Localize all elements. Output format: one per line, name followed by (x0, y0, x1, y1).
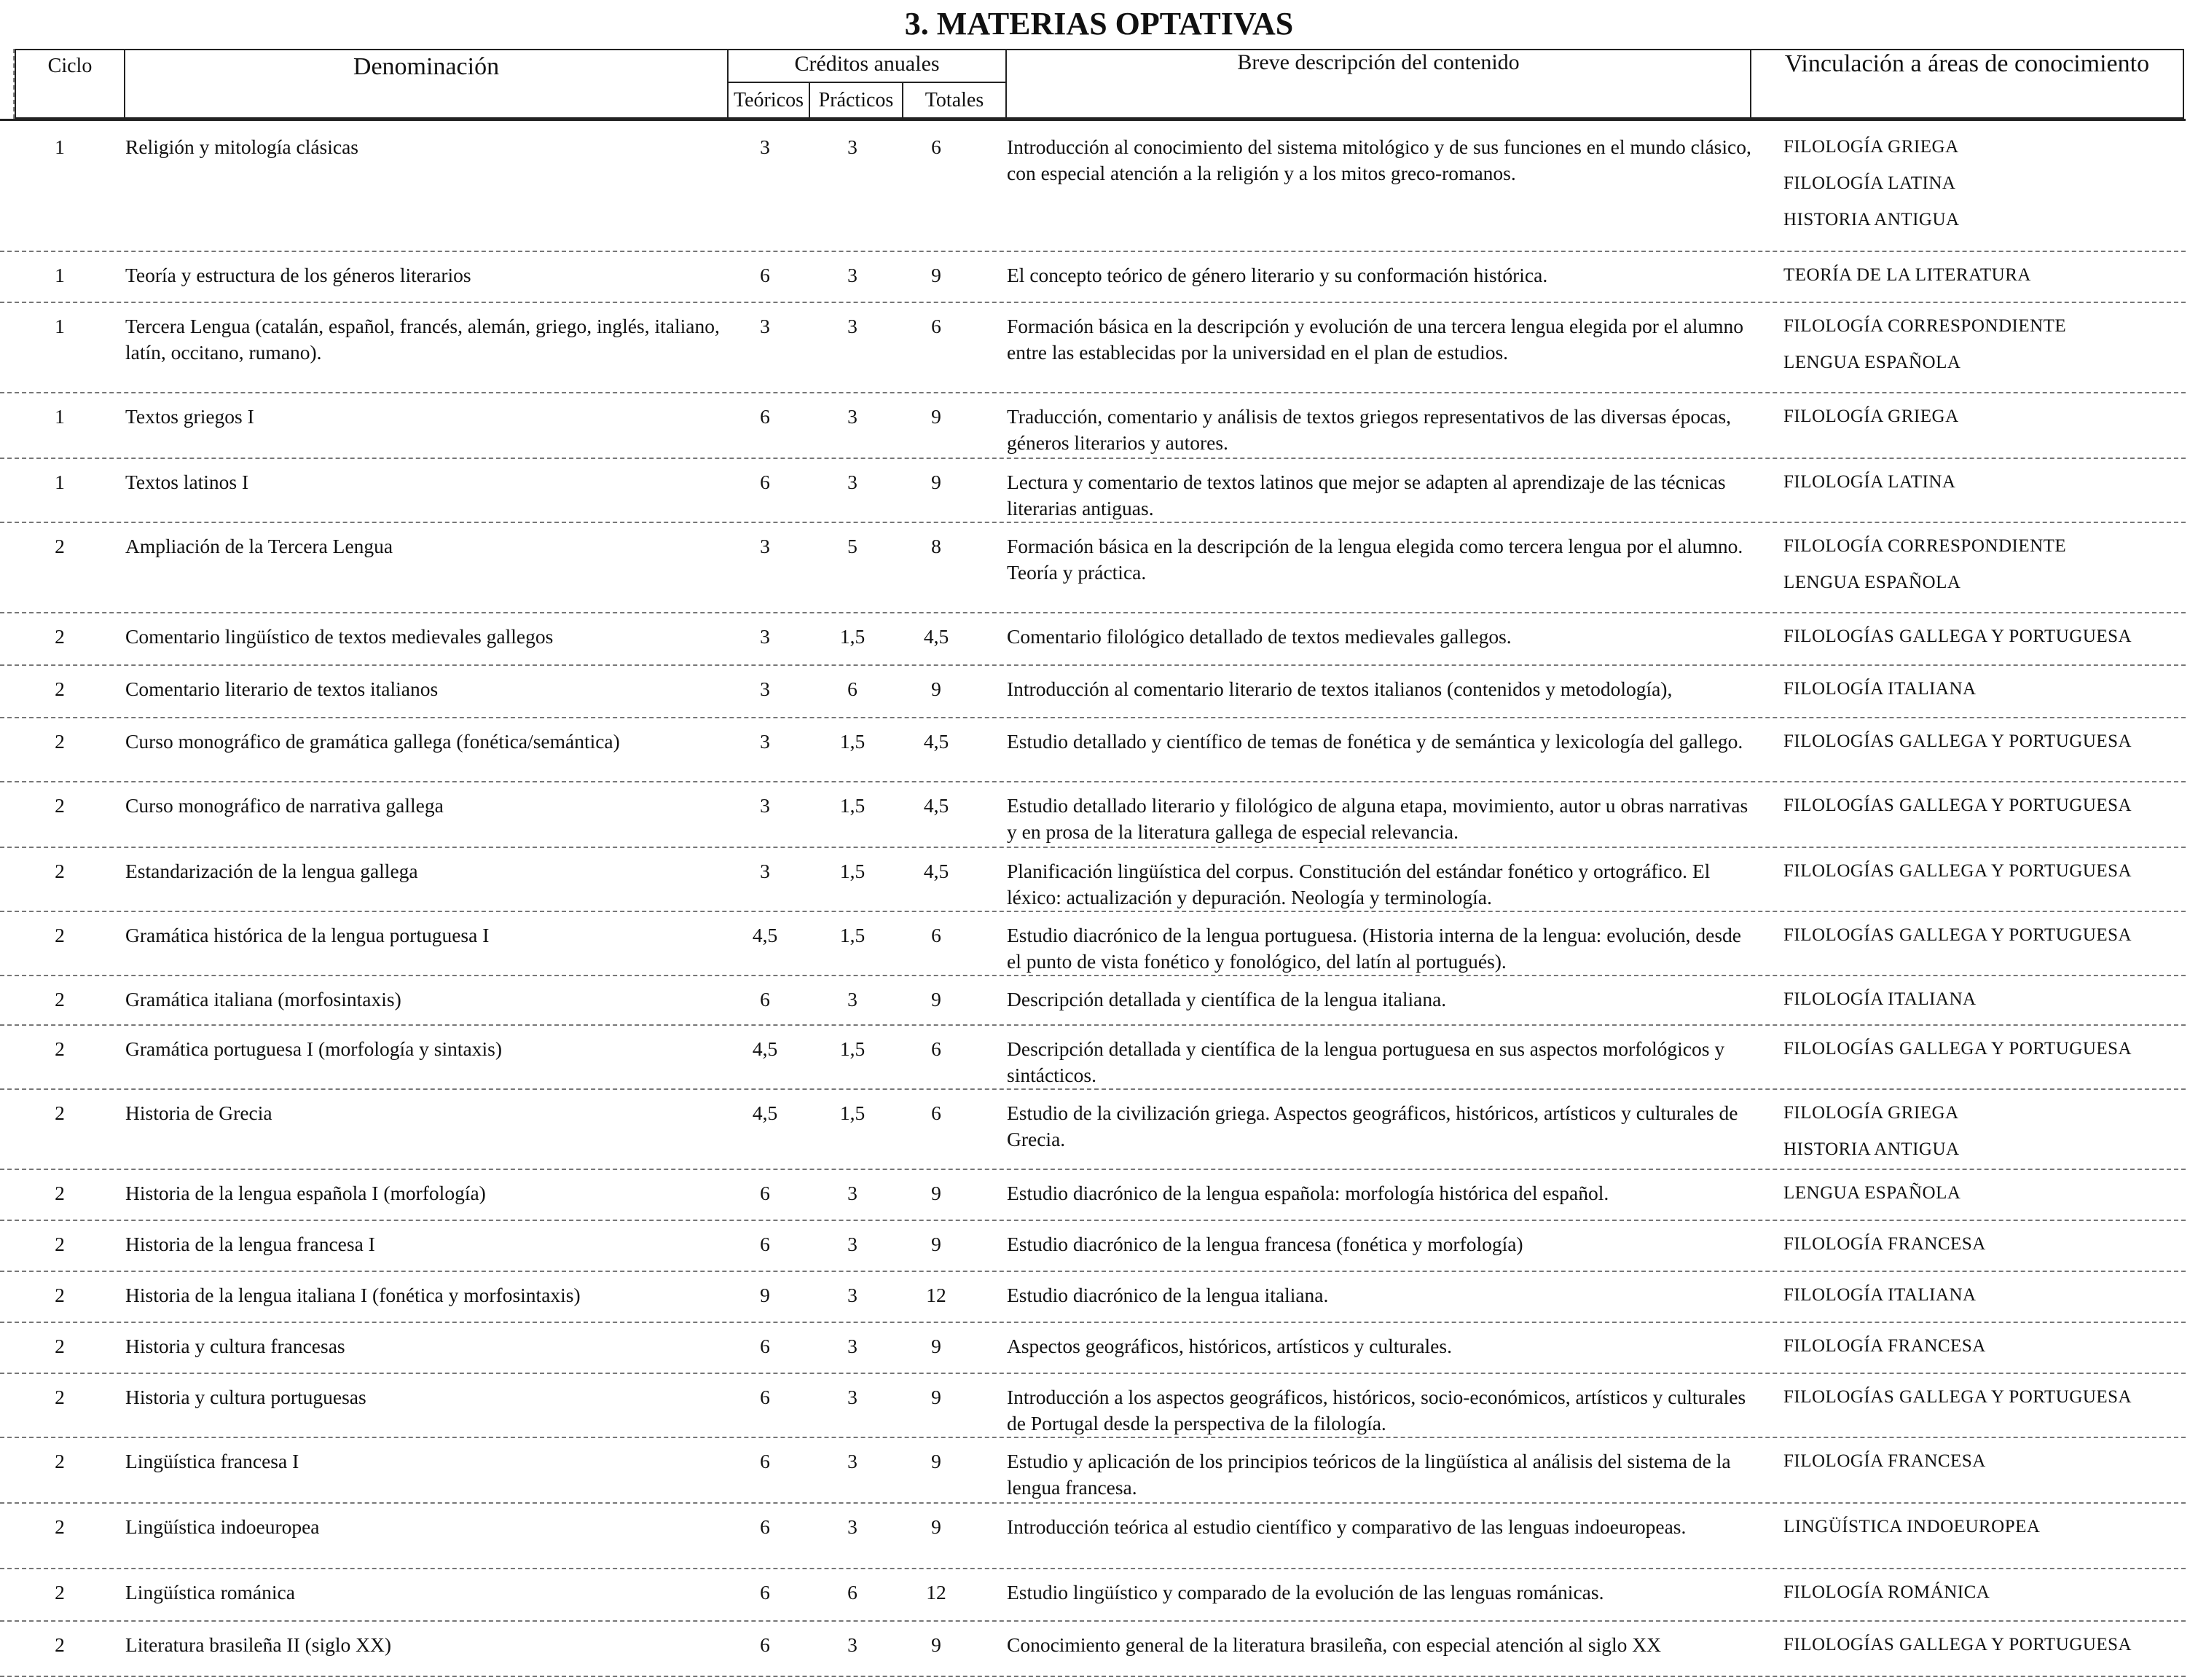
table-row (0, 1569, 2186, 1622)
area-item: LENGUA ESPAÑOLA (1783, 1183, 1961, 1203)
descripcion-cell: Conocimiento general de la literatura brasileña, con especial atención al siglo XX (1007, 1633, 1661, 1656)
table-row (0, 1170, 2186, 1221)
vinculacion-cell (1783, 1100, 2191, 1173)
area-item: FILOLOGÍAS GALLEGA Y PORTUGUESA (1783, 925, 2132, 945)
descripcion-cell: Introducción al conocimiento del sistema mitológico y de sus funciones en el mundo clásico, con especial atención a la religión y a los mitos greco-romanos. (1007, 136, 1751, 184)
teoricos-cell: 9 (760, 1284, 770, 1306)
area-item: FILOLOGÍA ITALIANA (1783, 1285, 1977, 1305)
vinculacion-cell (1783, 1579, 2191, 1616)
ciclo-cell: 2 (55, 730, 65, 753)
ciclo-cell: 2 (55, 1182, 65, 1204)
descripcion-cell: Formación básica en la descripción y evolución de una tercera lengua elegida por el alumno entre las establecidas por la universidad en el plan de estudios. (1007, 315, 1743, 364)
descripcion-cell: Introducción teórica al estudio científico y comparativo de las lenguas indoeuropeas. (1007, 1515, 1687, 1538)
totales-cell: 9 (931, 1386, 941, 1408)
denominacion-cell: Comentario literario de textos italianos (125, 678, 439, 700)
table-row (0, 1221, 2186, 1272)
denominacion-cell: Gramática italiana (morfosintaxis) (125, 988, 401, 1010)
teoricos-cell: 3 (760, 730, 770, 753)
practicos-cell: 3 (847, 1450, 857, 1472)
totales-cell: 9 (931, 1335, 941, 1357)
totales-cell: 9 (931, 678, 941, 700)
denominacion-cell: Historia y cultura portuguesas (125, 1386, 366, 1408)
denominacion-cell: Comentario lingüístico de textos medievales gallegos (125, 625, 554, 648)
totales-cell: 9 (931, 1182, 941, 1204)
ciclo-cell: 1 (55, 315, 65, 337)
denominacion-cell: Lingüística románica (125, 1581, 295, 1604)
denominacion-cell: Historia de la lengua española I (morfología) (125, 1182, 486, 1204)
table-row (0, 523, 2186, 613)
area-item: TEORÍA DE LA LITERATURA (1783, 265, 2031, 285)
page-title: 3. MATERIAS OPTATIVAS (904, 6, 1294, 42)
descripcion-cell: Introducción a los aspectos geográficos, históricos, socio-económicos, artísticos y culturales de Portugal desde la perspectiva de la filología. (1007, 1386, 1746, 1434)
vinculacion-cell (1783, 1180, 2191, 1217)
teoricos-cell: 6 (760, 264, 770, 286)
totales-cell: 8 (931, 535, 941, 557)
header-vinculacion: Vinculación a áreas de conocimiento (1750, 49, 2184, 119)
practicos-cell: 1,5 (839, 1037, 866, 1060)
descripcion-cell: Estudio detallado literario y filológico de alguna etapa, movimiento, autor u obras narrativas y en prosa de la literatura gallega de especial relevancia. (1007, 794, 1748, 843)
area-item: FILOLOGÍA CORRESPONDIENTE (1783, 316, 2067, 336)
denominacion-cell: Historia de la lengua francesa I (125, 1233, 375, 1255)
table-row (0, 393, 2186, 459)
teoricos-cell: 6 (760, 1386, 770, 1408)
table-row (0, 124, 2186, 252)
totales-cell: 9 (931, 264, 941, 286)
table-row (0, 1374, 2186, 1438)
teoricos-cell: 3 (760, 678, 770, 700)
ciclo-cell: 2 (55, 1335, 65, 1357)
practicos-cell: 5 (847, 535, 857, 557)
ciclo-cell: 2 (55, 625, 65, 648)
descripcion-cell: Estudio de la civilización griega. Aspectos geográficos, históricos, artísticos y culturales de Grecia. (1007, 1102, 1738, 1150)
vinculacion-cell (1783, 404, 2191, 440)
practicos-cell: 6 (847, 1581, 857, 1604)
totales-cell: 4,5 (923, 730, 949, 753)
table-row (0, 666, 2186, 718)
area-item: FILOLOGÍA LATINA (1783, 173, 1956, 193)
area-item: FILOLOGÍA FRANCESA (1783, 1234, 1986, 1254)
practicos-cell: 3 (847, 1515, 857, 1538)
ciclo-cell: 2 (55, 535, 65, 557)
teoricos-cell: 6 (760, 471, 770, 493)
totales-cell: 9 (931, 1515, 941, 1538)
totales-cell: 9 (931, 471, 941, 493)
totales-cell: 4,5 (923, 625, 949, 648)
teoricos-cell: 6 (760, 1450, 770, 1472)
practicos-cell: 3 (847, 264, 857, 286)
table-row (0, 1323, 2186, 1374)
header-creditos: Créditos anuales (727, 49, 1007, 83)
area-item: FILOLOGÍA ITALIANA (1783, 679, 1977, 699)
denominacion-cell: Historia y cultura francesas (125, 1335, 345, 1357)
ciclo-cell: 2 (55, 1233, 65, 1255)
ciclo-cell: 2 (55, 1581, 65, 1604)
area-item: FILOLOGÍA GRIEGA (1783, 137, 1959, 157)
descripcion-cell: Planificación lingüística del corpus. Constitución del estándar fonético y ortográfico. El léxico: actualización y depuración. Neología y terminología. (1007, 860, 1711, 908)
header-ciclo: Ciclo (15, 49, 125, 119)
denominacion-cell: Lingüística francesa I (125, 1450, 299, 1472)
header-baseline (0, 119, 2186, 121)
practicos-cell: 3 (847, 136, 857, 158)
denominacion-cell: Historia de la lengua italiana I (fonética y morfosintaxis) (125, 1284, 581, 1306)
vinculacion-cell (1783, 1448, 2191, 1485)
table-row (0, 1504, 2186, 1569)
practicos-cell: 1,5 (839, 625, 866, 648)
descripcion-cell: Estudio diacrónico de la lengua francesa (fonética y morfología) (1007, 1233, 1523, 1255)
practicos-cell: 6 (847, 678, 857, 700)
table-row (0, 1438, 2186, 1504)
ciclo-cell: 2 (55, 1102, 65, 1124)
vinculacion-cell (1783, 986, 2191, 1023)
denominacion-cell: Historia de Grecia (125, 1102, 272, 1124)
row-separator (0, 1676, 2186, 1677)
descripcion-cell: Estudio detallado y científico de temas de fonética y de semántica y lexicología del gallego. (1007, 730, 1743, 753)
teoricos-cell: 6 (760, 1581, 770, 1604)
denominacion-cell: Curso monográfico de gramática gallega (fonética/semántica) (125, 730, 620, 753)
denominacion-cell: Gramática histórica de la lengua portuguesa I (125, 924, 490, 946)
teoricos-cell: 6 (760, 988, 770, 1010)
vinculacion-cell (1783, 469, 2191, 506)
vinculacion-cell (1783, 858, 2191, 895)
area-item: LINGÜÍSTICA INDOEUROPEA (1783, 1517, 2041, 1536)
header-teoricos: Teóricos (727, 82, 810, 119)
descripcion-cell: Comentario filológico detallado de textos medievales gallegos. (1007, 625, 1512, 648)
totales-cell: 6 (931, 136, 941, 158)
area-item: LENGUA ESPAÑOLA (1783, 353, 1961, 372)
practicos-cell: 3 (847, 315, 857, 337)
denominacion-cell: Tercera Lengua (catalán, español, francés, alemán, griego, inglés, italiano, latín, occitano, rumano). (125, 315, 720, 364)
teoricos-cell: 6 (760, 1233, 770, 1255)
denominacion-cell: Literatura brasileña II (siglo XX) (125, 1633, 391, 1656)
table-row (0, 1090, 2186, 1170)
descripcion-cell: Traducción, comentario y análisis de textos griegos representativos de las diversas épocas, géneros literarios y autores. (1007, 405, 1732, 454)
vinculacion-cell (1783, 1384, 2191, 1421)
practicos-cell: 3 (847, 1633, 857, 1656)
ciclo-cell: 2 (55, 860, 65, 882)
denominacion-cell: Religión y mitología clásicas (125, 136, 359, 158)
ciclo-cell: 2 (55, 794, 65, 817)
ciclo-cell: 2 (55, 1284, 65, 1306)
ciclo-cell: 2 (55, 1633, 65, 1656)
teoricos-cell: 4,5 (752, 1102, 778, 1124)
header-totales: Totales (902, 82, 1007, 119)
descripcion-cell: Estudio lingüístico y comparado de la evolución de las lenguas románicas. (1007, 1581, 1604, 1604)
totales-cell: 9 (931, 1633, 941, 1656)
teoricos-cell: 3 (760, 625, 770, 648)
practicos-cell: 3 (847, 471, 857, 493)
practicos-cell: 3 (847, 1182, 857, 1204)
ciclo-cell: 2 (55, 1515, 65, 1538)
denominacion-cell: Teoría y estructura de los géneros literarios (125, 264, 471, 286)
table-row (0, 848, 2186, 912)
totales-cell: 9 (931, 405, 941, 428)
header-descripcion: Breve descripción del contenido (1005, 49, 1751, 119)
practicos-cell: 3 (847, 405, 857, 428)
practicos-cell: 3 (847, 1233, 857, 1255)
teoricos-cell: 4,5 (752, 1037, 778, 1060)
practicos-cell: 1,5 (839, 860, 866, 882)
vinculacion-cell (1783, 1282, 2191, 1319)
area-item: FILOLOGÍAS GALLEGA Y PORTUGUESA (1783, 796, 2132, 815)
area-item: FILOLOGÍAS GALLEGA Y PORTUGUESA (1783, 861, 2132, 881)
table-row (0, 718, 2186, 782)
area-item: FILOLOGÍA CORRESPONDIENTE (1783, 536, 2067, 556)
area-item: HISTORIA ANTIGUA (1783, 1139, 1960, 1159)
ciclo-cell: 2 (55, 678, 65, 700)
vinculacion-cell (1783, 533, 2191, 606)
vinculacion-cell (1783, 1333, 2191, 1370)
totales-cell: 4,5 (923, 794, 949, 817)
teoricos-cell: 6 (760, 1515, 770, 1538)
practicos-cell: 1,5 (839, 1102, 866, 1124)
descripcion-cell: Aspectos geográficos, históricos, artísticos y culturales. (1007, 1335, 1452, 1357)
ciclo-cell: 1 (55, 405, 65, 428)
totales-cell: 9 (931, 1233, 941, 1255)
teoricos-cell: 3 (760, 315, 770, 337)
vinculacion-cell (1783, 676, 2191, 713)
area-item: FILOLOGÍA FRANCESA (1783, 1451, 1986, 1471)
practicos-cell: 1,5 (839, 794, 866, 817)
totales-cell: 6 (931, 1037, 941, 1060)
vinculacion-cell (1783, 1514, 2191, 1550)
vinculacion-cell (1783, 793, 2191, 829)
table-row (0, 303, 2186, 393)
descripcion-cell: El concepto teórico de género literario y su conformación histórica. (1007, 264, 1548, 286)
practicos-cell: 1,5 (839, 730, 866, 753)
table-row (0, 459, 2186, 523)
denominacion-cell: Textos griegos I (125, 405, 254, 428)
ciclo-cell: 2 (55, 924, 65, 946)
teoricos-cell: 3 (760, 136, 770, 158)
denominacion-cell: Estandarización de la lengua gallega (125, 860, 418, 882)
vinculacion-cell (1783, 262, 2191, 299)
area-item: FILOLOGÍAS GALLEGA Y PORTUGUESA (1783, 731, 2132, 751)
descripcion-cell: Descripción detallada y científica de la lengua italiana. (1007, 988, 1447, 1010)
totales-cell: 6 (931, 1102, 941, 1124)
table-row (0, 912, 2186, 976)
table-row (0, 976, 2186, 1026)
denominacion-cell: Textos latinos I (125, 471, 249, 493)
practicos-cell: 3 (847, 1335, 857, 1357)
area-item: FILOLOGÍAS GALLEGA Y PORTUGUESA (1783, 627, 2132, 646)
teoricos-cell: 6 (760, 405, 770, 428)
area-item: FILOLOGÍAS GALLEGA Y PORTUGUESA (1783, 1635, 2132, 1655)
vinculacion-cell (1783, 1036, 2191, 1072)
descripcion-cell: Estudio diacrónico de la lengua italiana. (1007, 1284, 1329, 1306)
area-item: FILOLOGÍA ROMÁNICA (1783, 1582, 1990, 1602)
descripcion-cell: Estudio diacrónico de la lengua española: morfología histórica del español. (1007, 1182, 1609, 1204)
descripcion-cell: Descripción detallada y científica de la lengua portuguesa en sus aspectos morfológicos y sintácticos. (1007, 1037, 1725, 1086)
descripcion-cell: Formación básica en la descripción de la lengua elegida como tercera lengua por el alumno. Teoría y práctica. (1007, 535, 1743, 584)
ciclo-cell: 1 (55, 264, 65, 286)
teoricos-cell: 6 (760, 1335, 770, 1357)
totales-cell: 4,5 (923, 860, 949, 882)
area-item: FILOLOGÍA ITALIANA (1783, 989, 1977, 1009)
teoricos-cell: 3 (760, 535, 770, 557)
totales-cell: 6 (931, 315, 941, 337)
descripcion-cell: Introducción al comentario literario de textos italianos (contenidos y metodología), (1007, 678, 1673, 700)
vinculacion-cell (1783, 729, 2191, 765)
teoricos-cell: 3 (760, 794, 770, 817)
area-item: FILOLOGÍA LATINA (1783, 472, 1956, 492)
totales-cell: 9 (931, 1450, 941, 1472)
totales-cell: 9 (931, 988, 941, 1010)
ciclo-cell: 2 (55, 1386, 65, 1408)
teoricos-cell: 6 (760, 1633, 770, 1656)
table-row (0, 613, 2186, 666)
table-row (0, 1026, 2186, 1090)
denominacion-cell: Curso monográfico de narrativa gallega (125, 794, 444, 817)
area-item: FILOLOGÍA FRANCESA (1783, 1336, 1986, 1356)
area-item: FILOLOGÍA GRIEGA (1783, 407, 1959, 426)
descripcion-cell: Lectura y comentario de textos latinos que mejor se adapten al aprendizaje de las técnicas literarias antiguas. (1007, 471, 1726, 519)
totales-cell: 12 (926, 1581, 946, 1604)
practicos-cell: 3 (847, 1386, 857, 1408)
ciclo-cell: 1 (55, 136, 65, 158)
vinculacion-cell (1783, 1231, 2191, 1268)
teoricos-cell: 3 (760, 860, 770, 882)
area-item: HISTORIA ANTIGUA (1783, 210, 1960, 229)
totales-cell: 6 (931, 924, 941, 946)
area-item: FILOLOGÍA GRIEGA (1783, 1103, 1959, 1123)
totales-cell: 12 (926, 1284, 946, 1306)
teoricos-cell: 4,5 (752, 924, 778, 946)
vinculacion-cell (1783, 1632, 2191, 1668)
vinculacion-cell (1783, 624, 2191, 660)
vinculacion-cell (1783, 134, 2191, 243)
denominacion-cell: Gramática portuguesa I (morfología y sintaxis) (125, 1037, 502, 1060)
practicos-cell: 3 (847, 1284, 857, 1306)
denominacion-cell: Ampliación de la Tercera Lengua (125, 535, 393, 557)
header-practicos: Prácticos (809, 82, 903, 119)
ciclo-cell: 2 (55, 988, 65, 1010)
denominacion-cell: Lingüística indoeuropea (125, 1515, 320, 1538)
table-row (0, 252, 2186, 303)
table-row (0, 782, 2186, 848)
table-row (0, 1272, 2186, 1323)
practicos-cell: 3 (847, 988, 857, 1010)
descripcion-cell: Estudio diacrónico de la lengua portuguesa. (Historia interna de la lengua: evolución, desde el punto de vista fonético y fonológico, del latín al portugués). (1007, 924, 1742, 973)
area-item: FILOLOGÍAS GALLEGA Y PORTUGUESA (1783, 1387, 2132, 1407)
descripcion-cell: Estudio y aplicación de los principios teóricos de la lingüística al análisis del sistema de la lengua francesa. (1007, 1450, 1731, 1499)
ciclo-cell: 2 (55, 1450, 65, 1472)
header-denominacion: Denominación (124, 49, 729, 119)
teoricos-cell: 6 (760, 1182, 770, 1204)
area-item: FILOLOGÍAS GALLEGA Y PORTUGUESA (1783, 1039, 2132, 1059)
ciclo-cell: 1 (55, 471, 65, 493)
ciclo-cell: 2 (55, 1037, 65, 1060)
area-item: LENGUA ESPAÑOLA (1783, 573, 1961, 592)
vinculacion-cell (1783, 313, 2191, 386)
table-row (0, 1622, 2186, 1677)
vinculacion-cell (1783, 922, 2191, 959)
practicos-cell: 1,5 (839, 924, 866, 946)
